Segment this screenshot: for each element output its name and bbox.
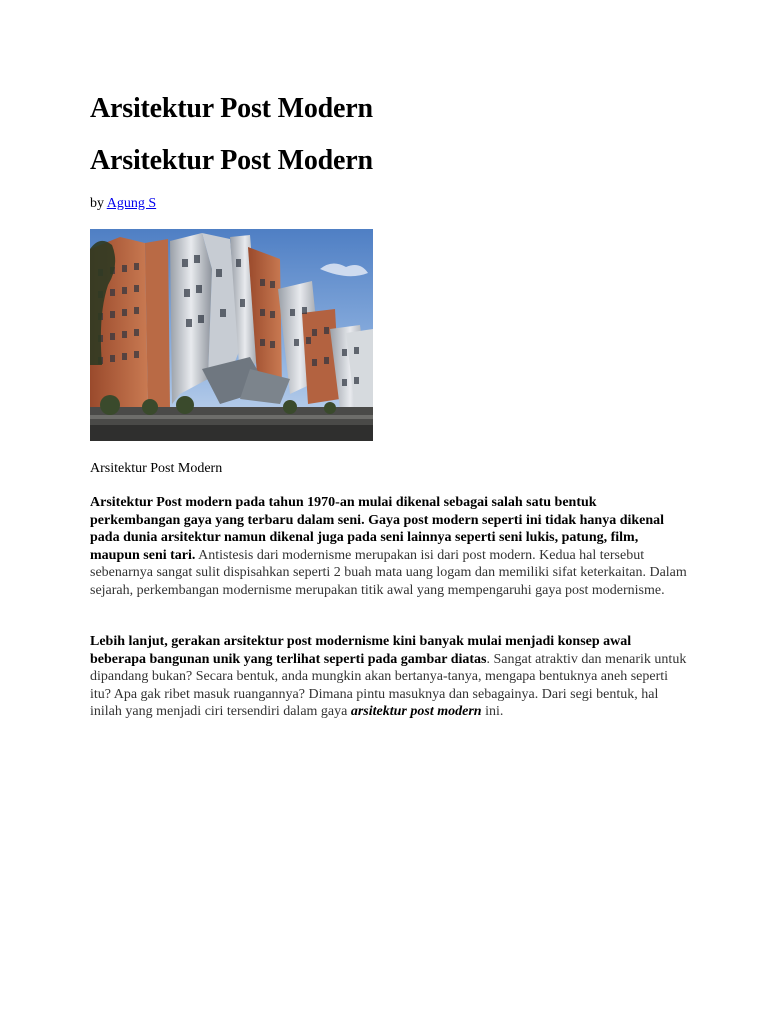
author-link[interactable]: Agung S [106, 196, 157, 211]
paragraph-body: Antistesis dari modernisme merupakan isi dari post modern. Kedua hal tersebut sebenarnya sangat sulit dispisahkan seperti 2 buah mata uang logam dan memiliki sifat keterkaitan. Dalam sejarah, perkembangan modernisme merupakan titik awal yang mempengaruhi gaya post modernisme. [90, 547, 687, 598]
paragraph-emphasis: arsitektur post modern [350, 704, 482, 719]
paragraph-bold-lead: Lebih lanjut, gerakan arsitektur post modernisme kini banyak mulai menjadi konsep awal beberapa bangunan unik yang terlihat seperti pada gambar diatas [90, 634, 632, 667]
paragraph-body: . Sangat atraktiv dan menarik untuk dipandang bukan? Secara bentuk, anda mungkin akan bertanya-tanya, mengapa bentuknya aneh seperti itu? Apa gak ribet masuk ruangannya? Dimana pintu masuknya dan sebagainya. Dari segi bentuk, hal inilah yang menjadi ciri tersendiri dalam gaya [90, 651, 687, 719]
paragraph-bold-lead: Arsitektur Post modern pada tahun 1970-an mulai dikenal sebagai salah satu bentuk perkembangan gaya yang terbaru dalam seni. Gaya post modern seperti ini tidak hanya dikenal pada dunia arsitektur namun dikenal juga pada seni lainnya seperti seni lukis, patung, film, maupun seni tari. [90, 495, 665, 563]
article-title: Arsitektur Post Modern [90, 145, 373, 176]
byline [90, 195, 156, 213]
building-photo [90, 229, 373, 441]
image-caption: Arsitektur Post Modern [90, 461, 223, 476]
article-paragraph [90, 494, 690, 599]
article-paragraph [90, 633, 690, 721]
paragraph-end: ini. [481, 704, 504, 719]
page-title: Arsitektur Post Modern [90, 93, 373, 124]
byline-prefix: by [90, 196, 107, 211]
